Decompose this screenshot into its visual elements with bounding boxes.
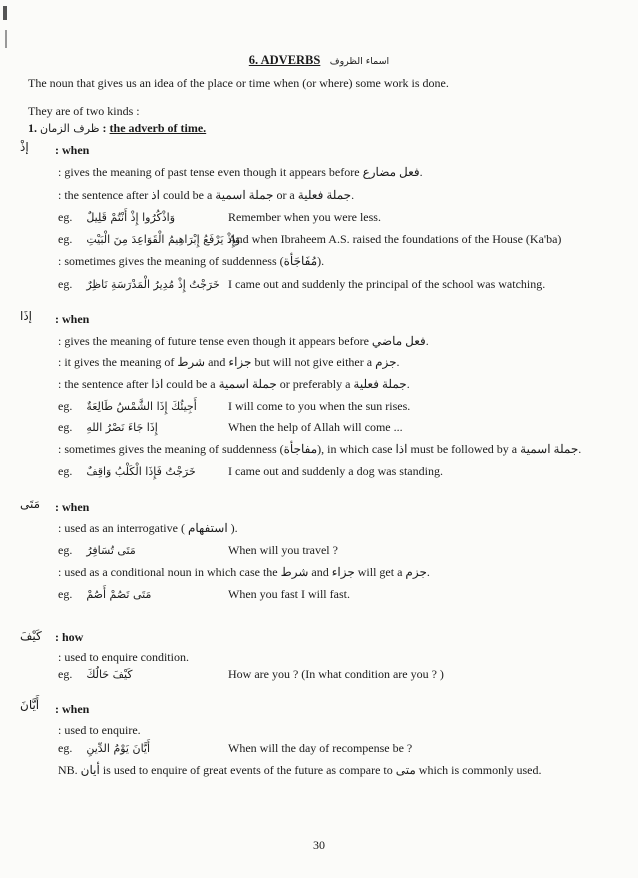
example-line: eg. وَاذْكُرُوا إِذْ أَنْتُمْ قَلِيلٌ — [58, 210, 176, 224]
rule-line: : used as an interrogative ( استفهام ). — [58, 521, 238, 535]
example-translation: Remember when you were less. — [228, 210, 381, 224]
rule-line: : gives the meaning of future tense even though it appears before فعل ماضي. — [58, 334, 429, 348]
scan-artifact — [3, 6, 7, 20]
section-cue: : when — [55, 312, 90, 326]
example-line: eg. كَيْفَ حَالُكَ — [58, 667, 133, 681]
example-translation: I came out and suddenly a dog was standing. — [228, 464, 443, 478]
example-line: eg. مَتَى تُسَافِرُ — [58, 543, 136, 557]
section-cue: : when — [55, 500, 90, 514]
rule-line: : sometimes gives the meaning of suddenness (مُفَاجَأة). — [58, 254, 325, 268]
intro-text: The noun that gives us an idea of the place or time when (or where) some work is done. — [28, 76, 449, 90]
section-cue: : when — [55, 143, 90, 157]
example-line: eg. وَإِذْ يَرْفَعُ إِبْرَاهِيمُ الْقَوَاعِدَ مِنَ الْبَيْتِ — [58, 232, 241, 246]
section-ar-word: إذَا — [20, 309, 33, 323]
note-line: NB. أيان is used to enquire of great events of the future as compare to متى which is commonly used. — [58, 763, 542, 777]
rule-line: : used to enquire. — [58, 723, 141, 737]
rule-line: : used to enquire condition. — [58, 650, 189, 664]
example-line: eg. خَرَجْتُ فَإِذَا الْكَلْبُ وَاقِفٌ — [58, 464, 196, 478]
kind-1-heading: 1. ظرف الزمان : the adverb of time. — [28, 121, 207, 135]
section-ar-word: مَتَى — [20, 497, 41, 511]
rule-line: : sometimes gives the meaning of suddenness (مفاجأة), in which case اذا must be followed by a جملة اسمية. — [58, 442, 582, 456]
example-line: eg. خَرَجْتُ إِذْ مُدِيرُ الْمَدْرَسَةِ نَاظِرٌ — [58, 277, 220, 291]
section-ar-word: كَيْفَ — [20, 629, 42, 643]
example-translation: When will the day of recompense be ? — [228, 741, 413, 755]
example-translation: How are you ? (In what condition are you ? ) — [228, 667, 444, 681]
example-line: eg. مَتَى تَصُمْ أَصُمْ — [58, 587, 152, 601]
rule-line: : the sentence after اذ could be a جملة اسمية or a جملة فعلية. — [58, 188, 355, 202]
kinds-text: They are of two kinds : — [28, 104, 140, 118]
section-ar-word: إذْ — [20, 140, 29, 154]
page-number: 30 — [313, 838, 325, 852]
example-translation: I will come to you when the sun rises. — [228, 399, 411, 413]
section-cue: : when — [55, 702, 90, 716]
page-title: 6. ADVERBS اسماء الظروف — [248, 53, 390, 67]
rule-line: : it gives the meaning of شرط and جزاء but will not give either a جزم. — [58, 355, 400, 369]
example-translation: And when Ibraheem A.S. raised the foundations of the House (Ka'ba) — [228, 232, 562, 246]
example-line: eg. إِذَا جَاءَ نَصْرُ اللهِ — [58, 420, 158, 434]
rule-line: : gives the meaning of past tense even though it appears before فعل مضارع. — [58, 165, 423, 179]
example-translation: When the help of Allah will come ... — [228, 420, 403, 434]
section-ar-word: أَيَّانَ — [20, 698, 40, 712]
example-line: eg. أَيَّانَ يَوْمُ الدِّينِ — [58, 741, 151, 755]
section-cue: : how — [55, 630, 84, 644]
example-line: eg. أَجِيئُكَ إِذَا الشَّمْسُ طَالِعَةٌ — [58, 399, 197, 413]
rule-line: : the sentence after اذا could be a جملة اسمية or preferably a جملة فعلية. — [58, 377, 410, 391]
rule-line: : used as a conditional noun in which case the شرط and جزاء will get a جزم. — [58, 565, 430, 579]
scan-artifact — [5, 30, 7, 48]
example-translation: I came out and suddenly the principal of the school was watching. — [228, 277, 546, 291]
example-translation: When you fast I will fast. — [228, 587, 350, 601]
example-translation: When will you travel ? — [228, 543, 338, 557]
